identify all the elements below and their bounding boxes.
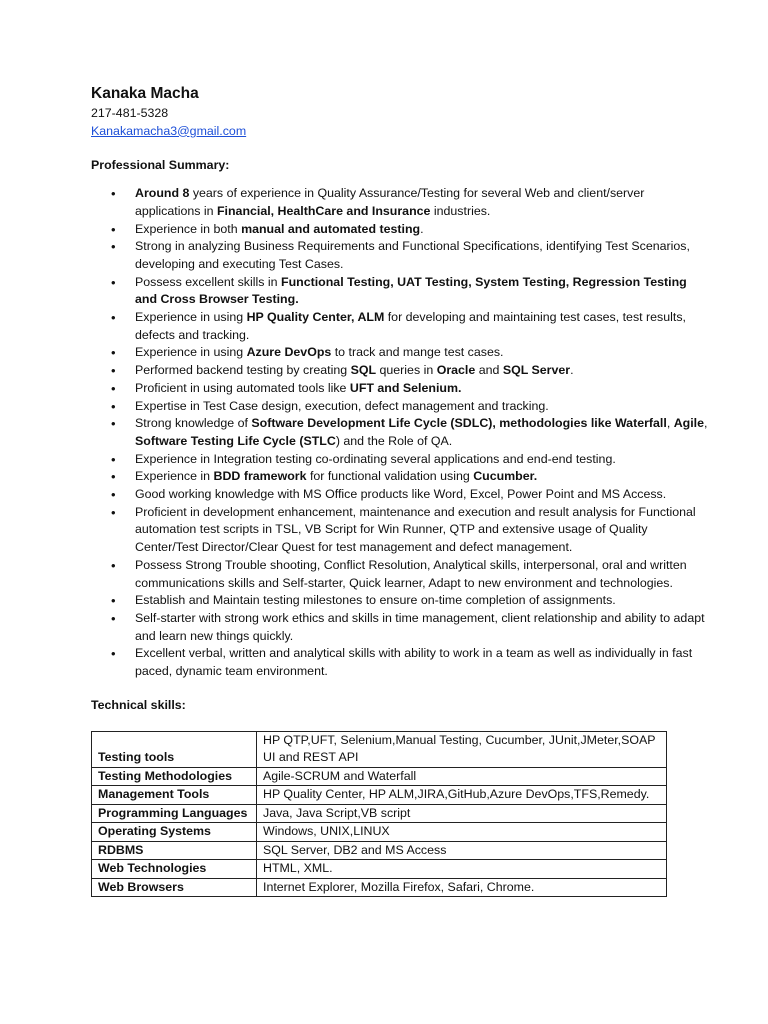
summary-text: Experience in Integration testing co-ordinating several applications and end-end testing.: [135, 451, 616, 466]
summary-text: Strong knowledge of: [135, 416, 252, 431]
summary-item: [91, 415, 708, 450]
skill-value: SQL Server, DB2 and MS Access: [257, 841, 667, 860]
summary-bold-text: manual and automated testing: [241, 221, 421, 236]
summary-bold-text: HP Quality Center, ALM: [246, 310, 385, 325]
summary-item: [91, 451, 708, 469]
summary-text: .: [420, 221, 424, 236]
table-row: [92, 731, 667, 767]
summary-bold-text: SQL: [350, 363, 377, 378]
summary-text: Strong in analyzing Business Requirements and Functional Specifications, identifying Test Scenarios, developing and executing Test Cases.: [135, 239, 690, 271]
candidate-name: Kanaka Macha: [91, 85, 199, 102]
skill-category: Operating Systems: [92, 823, 257, 842]
skill-category: Web Technologies: [92, 860, 257, 879]
skill-value: Java, Java Script,VB script: [257, 804, 667, 823]
summary-text: Experience in: [135, 469, 214, 484]
email-link[interactable]: Kanakamacha3@gmail.com: [91, 123, 247, 138]
summary-text: for developing and maintaining test cases, test results, defects and tracking.: [135, 310, 686, 342]
summary-text: Possess Strong Trouble shooting, Conflict Resolution, Analytical skills, interpersonal, oral and written communications skills and Self-starter, Quick learner, Adapt to new environment and technologies.: [135, 557, 687, 590]
summary-text: Experience in both: [135, 221, 242, 236]
table-row: [92, 786, 667, 805]
summary-text: Expertise in Test Case design, execution, defect management and tracking.: [135, 398, 549, 413]
summary-text: Experience in using: [135, 310, 247, 325]
table-row: [92, 804, 667, 823]
summary-heading: Professional Summary:: [91, 158, 230, 173]
summary-item: [91, 344, 708, 362]
summary-bold-text: Azure DevOps: [246, 345, 332, 360]
skill-category: Testing Methodologies: [92, 767, 257, 786]
summary-item: [91, 504, 708, 557]
summary-bold-text: Software Development Life Cycle (SDLC), methodologies like Waterfall: [251, 416, 667, 431]
summary-item: [91, 398, 708, 416]
summary-text: years of experience in Quality Assurance/Testing for several Web and client/server applications in: [135, 186, 645, 218]
summary-text: Excellent verbal, written and analytical skills with ability to work in a team as well as individually in fast paced, dynamic team environment.: [135, 646, 693, 679]
table-row: [92, 767, 667, 786]
summary-bold-text: BDD framework: [213, 469, 307, 484]
summary-bold-text: SQL Server: [502, 363, 571, 378]
summary-bold-text: Cucumber.: [473, 469, 538, 484]
summary-bold-text: Software Testing Life Cycle (STLC: [135, 433, 336, 448]
summary-text: Experience in using: [135, 345, 247, 360]
skill-category: Programming Languages: [92, 804, 257, 823]
summary-text: and: [475, 363, 503, 378]
table-row: [92, 841, 667, 860]
summary-bold-text: Functional Testing, UAT Testing, System Testing, Regression Testing and Cross Browser Testing.: [135, 274, 687, 307]
summary-text: Good working knowledge with MS Office products like Word, Excel, Power Point and MS Access.: [135, 487, 667, 502]
summary-bold-text: Around 8: [135, 186, 190, 201]
summary-item: [91, 309, 708, 344]
summary-text: Self-starter with strong work ethics and skills in time management, client relationship and ability to adapt and learn new things quickly.: [135, 610, 705, 643]
skills-table: [91, 731, 667, 898]
table-row: [92, 878, 667, 897]
summary-item: [91, 221, 708, 239]
summary-list: [91, 185, 708, 681]
summary-text: to track and mange test cases.: [331, 345, 504, 360]
skill-value: HP QTP,UFT, Selenium,Manual Testing, Cucumber, JUnit,JMeter,SOAP UI and REST API: [257, 731, 667, 767]
summary-item: [91, 592, 708, 610]
summary-text: ,: [704, 416, 708, 431]
summary-text: ,: [666, 416, 674, 431]
summary-text: ) and the Role of QA.: [335, 433, 453, 448]
summary-item: [91, 557, 708, 592]
skill-category: Management Tools: [92, 786, 257, 805]
summary-text: for functional validation using: [306, 469, 474, 484]
summary-item: [91, 468, 708, 486]
summary-text: Proficient in using automated tools like: [135, 380, 350, 395]
summary-item: [91, 362, 708, 380]
summary-text: Possess excellent skills in: [135, 274, 281, 289]
summary-text: Establish and Maintain testing milestones to ensure on-time completion of assignments.: [135, 593, 616, 608]
summary-text: queries in: [376, 363, 437, 378]
skill-value: Agile-SCRUM and Waterfall: [257, 767, 667, 786]
skill-value: HTML, XML.: [257, 860, 667, 879]
summary-text: Proficient in development enhancement, maintenance and execution and result analysis for Functional automation test scripts in TSL, VB Script for Win Runner, QTP and extensive usage of Quality Center/Test Director/Clear Quest for test management and defect management.: [135, 504, 696, 555]
summary-bold-text: UFT and Selenium.: [349, 380, 462, 395]
skills-heading: Technical skills:: [91, 697, 186, 712]
skill-category: Testing tools: [92, 731, 257, 767]
summary-item: [91, 645, 708, 680]
skill-category: RDBMS: [92, 841, 257, 860]
summary-bold-text: Financial, HealthCare and Insurance: [216, 203, 431, 218]
table-row: [92, 860, 667, 879]
summary-item: [91, 238, 708, 273]
summary-text: industries.: [430, 203, 491, 218]
summary-item: [91, 380, 708, 398]
summary-text: .: [570, 363, 574, 378]
table-row: [92, 823, 667, 842]
summary-bold-text: Oracle: [436, 363, 476, 378]
skill-value: Internet Explorer, Mozilla Firefox, Safari, Chrome.: [257, 878, 667, 897]
phone-number: 217-481-5328: [91, 106, 169, 120]
skill-value: Windows, UNIX,LINUX: [257, 823, 667, 842]
skill-category: Web Browsers: [92, 878, 257, 897]
summary-item: [91, 610, 708, 645]
skill-value: HP Quality Center, HP ALM,JIRA,GitHub,Azure DevOps,TFS,Remedy.: [257, 786, 667, 805]
summary-bold-text: Agile: [673, 416, 705, 431]
summary-item: [91, 486, 708, 504]
summary-item: [91, 274, 708, 309]
summary-item: [91, 185, 708, 220]
summary-text: Performed backend testing by creating: [135, 363, 351, 378]
